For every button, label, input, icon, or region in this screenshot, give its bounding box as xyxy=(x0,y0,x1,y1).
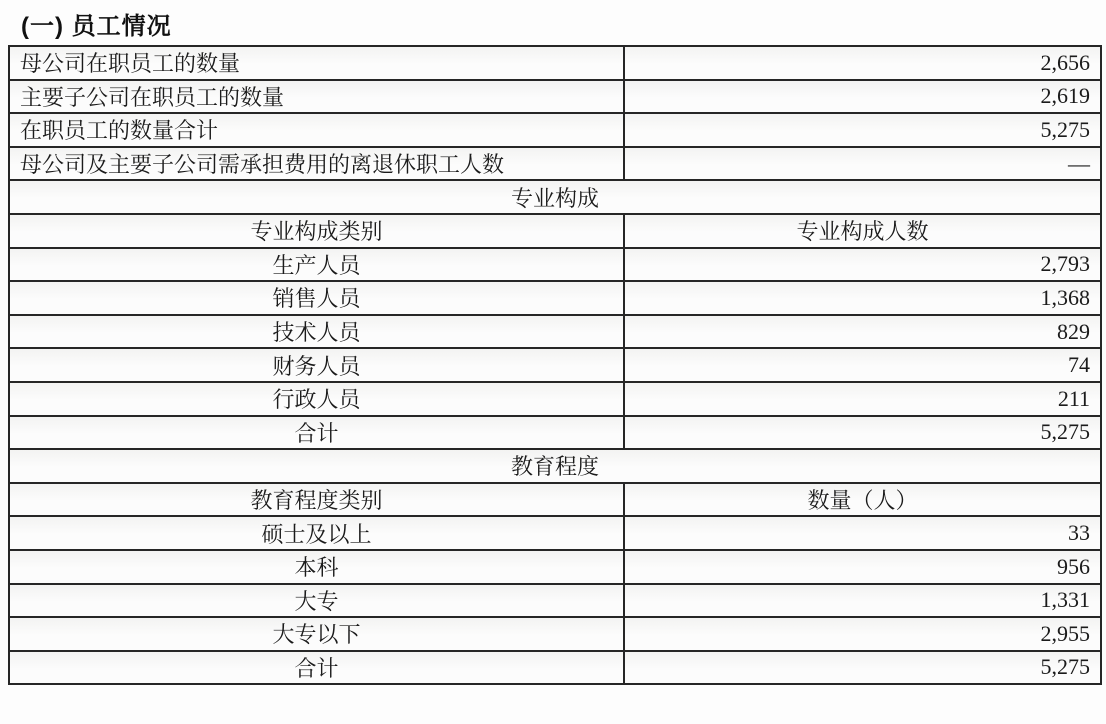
row-label: 大专 xyxy=(9,584,624,618)
section-header-row xyxy=(9,449,1101,483)
row-label: 技术人员 xyxy=(9,315,624,349)
row-value: 2,656 xyxy=(624,46,1101,80)
row-label: 硕士及以上 xyxy=(9,516,624,550)
row-value: 1,368 xyxy=(624,281,1101,315)
row-value: 5,275 xyxy=(624,416,1101,450)
row-value: 33 xyxy=(624,516,1101,550)
table-row xyxy=(9,113,1101,147)
section-title: 专业构成 xyxy=(9,180,1101,214)
section-header-row xyxy=(9,180,1101,214)
page-title: (一) 员工情况 xyxy=(21,13,172,40)
column-header: 专业构成人数 xyxy=(624,214,1101,248)
table-row xyxy=(9,651,1101,685)
section-title: 教育程度 xyxy=(9,449,1101,483)
row-label: 主要子公司在职员工的数量 xyxy=(9,80,624,114)
row-label: 财务人员 xyxy=(9,348,624,382)
row-label: 合计 xyxy=(9,651,624,685)
column-header: 数量（人） xyxy=(624,483,1101,517)
row-label: 大专以下 xyxy=(9,617,624,651)
row-label: 销售人员 xyxy=(9,281,624,315)
table-row xyxy=(9,416,1101,450)
row-value: 2,619 xyxy=(624,80,1101,114)
row-value: — xyxy=(624,147,1101,181)
table-row xyxy=(9,617,1101,651)
row-label: 在职员工的数量合计 xyxy=(9,113,624,147)
row-label: 合计 xyxy=(9,416,624,450)
table-row xyxy=(9,584,1101,618)
table-row xyxy=(9,248,1101,282)
table-row xyxy=(9,315,1101,349)
table-row xyxy=(9,46,1101,80)
row-value: 956 xyxy=(624,550,1101,584)
table-row xyxy=(9,281,1101,315)
row-value: 1,331 xyxy=(624,584,1101,618)
table-row xyxy=(9,80,1101,114)
table-row xyxy=(9,348,1101,382)
row-label: 本科 xyxy=(9,550,624,584)
employee-table xyxy=(8,45,1102,685)
row-value: 74 xyxy=(624,348,1101,382)
row-value: 211 xyxy=(624,382,1101,416)
row-label: 行政人员 xyxy=(9,382,624,416)
row-value: 2,793 xyxy=(624,248,1101,282)
table-row xyxy=(9,516,1101,550)
row-label: 母公司及主要子公司需承担费用的离退休职工人数 xyxy=(9,147,624,181)
column-header-row xyxy=(9,483,1101,517)
column-header-row xyxy=(9,214,1101,248)
row-value: 5,275 xyxy=(624,651,1101,685)
column-header: 专业构成类别 xyxy=(9,214,624,248)
column-header: 教育程度类别 xyxy=(9,483,624,517)
table-row xyxy=(9,550,1101,584)
row-value: 2,955 xyxy=(624,617,1101,651)
row-value: 5,275 xyxy=(624,113,1101,147)
row-label: 母公司在职员工的数量 xyxy=(9,46,624,80)
row-label: 生产人员 xyxy=(9,248,624,282)
table-row xyxy=(9,382,1101,416)
row-value: 829 xyxy=(624,315,1101,349)
table-row xyxy=(9,147,1101,181)
